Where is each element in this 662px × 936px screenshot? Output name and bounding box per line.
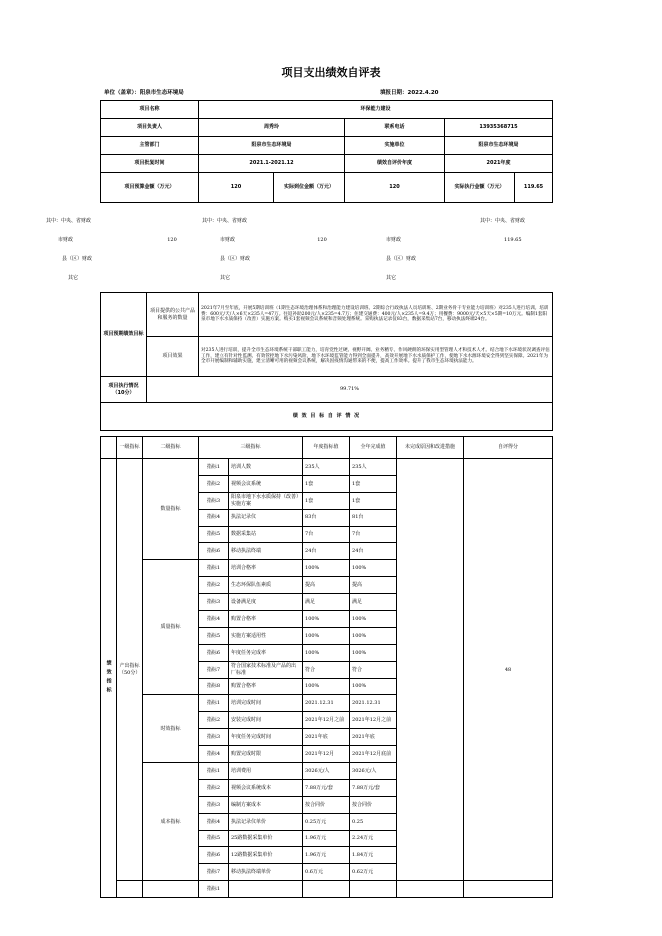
level2-label: 数量指标: [143, 459, 199, 560]
indicator-actual: 0.25: [350, 813, 397, 830]
indicator-target: 1.96万元: [303, 847, 350, 864]
indicator-name: 年度任务完成率: [229, 644, 303, 661]
level2-label: 质量指标: [143, 560, 199, 695]
budget-label: 项目预算金额（万元）: [101, 173, 199, 203]
indicator-target: 按合同价: [303, 796, 350, 813]
indicator-name: 执法记录仪: [229, 509, 303, 526]
indicator-index: 指标7: [199, 864, 229, 881]
indicator-actual: 100%: [350, 611, 397, 628]
indicator-target: 100%: [303, 678, 350, 695]
indicator-target: 100%: [303, 627, 350, 644]
indicator-name: 数据采集站: [229, 526, 303, 543]
year-label: 绩效自评价年度: [345, 155, 445, 173]
indicator-target: 2021年底: [303, 729, 350, 746]
indicator-actual: 235人: [350, 459, 397, 476]
indicator-target: 100%: [303, 560, 350, 577]
indicator-index: 指标3: [199, 796, 229, 813]
indicator-target: 2021年12月: [303, 746, 350, 763]
indicator-name: 移动执法终端: [229, 543, 303, 560]
budget-value: 120: [199, 173, 274, 203]
indicator-name: 培训完成时间: [229, 695, 303, 712]
perf-table: [100, 436, 553, 898]
indicator-index: 指标5: [199, 830, 229, 847]
indicator-name: 12路数据采集单价: [229, 847, 303, 864]
indicator-index: 指标2: [199, 475, 229, 492]
fund-subrows: [44, 212, 564, 288]
indicator-name: 购置合格率: [229, 678, 303, 695]
indicator-name: 生态环保队伍素质: [229, 577, 303, 594]
indicator-actual: 1套: [350, 475, 397, 492]
indicator-name: 执法记录仪单价: [229, 813, 303, 830]
project-name: 环保能力建设: [199, 101, 553, 119]
indicator-actual: 2021年12月之前: [350, 712, 397, 729]
indicator-actual: 满足: [350, 594, 397, 611]
indicator-target: 7台: [303, 526, 350, 543]
indicator-name: 视频会议系统: [229, 475, 303, 492]
indicator-actual: 2021年12月底前: [350, 746, 397, 763]
indicator-name: 设备满足度: [229, 594, 303, 611]
indicator-actual: 100%: [350, 560, 397, 577]
blank-cell: [350, 881, 397, 898]
effect-label: 项目效果: [147, 337, 199, 377]
indicator-target: 0.6万元: [303, 864, 350, 881]
other-label-1: 其它: [68, 275, 79, 282]
city-arrived: 120: [317, 237, 327, 244]
of-which-3: 其中：中央、省财政: [480, 218, 526, 225]
indicator-target: 83台: [303, 509, 350, 526]
impl: 阳泉市生态环境局: [445, 137, 553, 155]
of-which-2: 其中：中央、省财政: [202, 218, 248, 225]
indicator-actual: 0.62万元: [350, 864, 397, 881]
service-text: 2021年7月至年底，开展5期培训班（1期生态环境治理体系和治理能力建设培训班、2期综合行政执法人员培训班、2期业务骨干专业能力培训班）对235人进行培训。培训费：600元/天/人×6天×235人=47万。往返补助200元/人×235=4.7万；住建交通费：400元/人×235人=9.4万；用餐费：9000元/天×5天×5期=10万元。编制1套阳泉市地下水水质保持（改善）实施方案。购买1套视频会议系统和音频处理系统。采购执法记录仪83台，数据采集站7台，移动执法终端24台。: [199, 293, 553, 337]
indicator-index: 指标1: [199, 763, 229, 780]
exec-value: 99.71%: [147, 377, 553, 403]
col-l1: 一级指标: [117, 437, 143, 459]
indicator-actual: 2021年底: [350, 729, 397, 746]
indicator-name: 符合国家技术标准及产品的出厂标准: [229, 661, 303, 678]
indicator-target: 满足: [303, 594, 350, 611]
indicator-name: 培训合格率: [229, 560, 303, 577]
phone: 13935368715: [445, 119, 553, 137]
indicator-target: 1套: [303, 492, 350, 509]
indicator-target: 1套: [303, 475, 350, 492]
indicator-target: 24台: [303, 543, 350, 560]
indicator-target: 3026元/人: [303, 763, 350, 780]
indicator-actual: 3026元/人: [350, 763, 397, 780]
reason-cell: [397, 459, 464, 881]
level2-label: 成本指标: [143, 763, 199, 881]
other-label-3: 其它: [386, 275, 397, 282]
county-label-3: 县（区）财政: [386, 256, 417, 263]
indicator-name: 实施方案适用性: [229, 627, 303, 644]
table-row: [101, 459, 553, 476]
indicator-index: 指标1: [199, 695, 229, 712]
indicator-actual: 按合同价: [350, 796, 397, 813]
indicator-actual: 符合: [350, 661, 397, 678]
indicator-actual: 100%: [350, 678, 397, 695]
indicator-actual: 提高: [350, 577, 397, 594]
city-label-2: 市财政: [220, 237, 236, 244]
indicator-actual: 1.84万元: [350, 847, 397, 864]
unit-label: 单位（盖章）：阳泉市生态环境局: [104, 90, 184, 96]
period-label: 项目批复时间: [101, 155, 199, 173]
goal-table: [100, 292, 553, 431]
project-name-label: 项目名称: [101, 101, 199, 119]
level1-label: 产出指标（50分）: [117, 459, 143, 881]
col-l3: 三级指标: [199, 437, 303, 459]
indicator-actual: 7台: [350, 526, 397, 543]
indicator-target: 100%: [303, 644, 350, 661]
indicator-index: 指标1: [199, 459, 229, 476]
indicator-target: 1.96万元: [303, 830, 350, 847]
indicator-index: 指标1: [199, 881, 229, 898]
indicator-name: 年度任务完成时间: [229, 729, 303, 746]
indicator-index: 指标4: [199, 509, 229, 526]
indicator-name: 移动执法终端单价: [229, 864, 303, 881]
col-actual: 全年完成值: [350, 437, 397, 459]
indicator-name: 编制方案成本: [229, 796, 303, 813]
phone-label: 联系电话: [345, 119, 445, 137]
indicator-index: 指标7: [199, 661, 229, 678]
page-title: 项目支出绩效自评表: [281, 66, 381, 79]
indicator-name: 购置完成时限: [229, 746, 303, 763]
indicator-name: 购置合格率: [229, 611, 303, 628]
blank-cell: [229, 881, 303, 898]
indicator-name: 视频会议系统成本: [229, 779, 303, 796]
indicator-name: 培训人数: [229, 459, 303, 476]
arrived-value: 120: [345, 173, 445, 203]
year: 2021年度: [445, 155, 553, 173]
indicator-target: 100%: [303, 611, 350, 628]
indicator-index: 指标2: [199, 779, 229, 796]
city-label-3: 市财政: [386, 237, 402, 244]
level2-blank: [143, 881, 199, 898]
indicator-index: 指标5: [199, 526, 229, 543]
indicator-index: 指标4: [199, 611, 229, 628]
city-executed: 119.65: [504, 237, 522, 244]
indicator-index: 指标3: [199, 594, 229, 611]
indicator-actual: 81台: [350, 509, 397, 526]
indicator-index: 指标4: [199, 813, 229, 830]
indicator-target: 提高: [303, 577, 350, 594]
indicator-target: 0.25万元: [303, 813, 350, 830]
indicator-target: 2021年12月之前: [303, 712, 350, 729]
blank-cell: [397, 881, 464, 898]
indicator-index: 指标2: [199, 712, 229, 729]
indicator-target: 符合: [303, 661, 350, 678]
indicator-target: 2021.12.31: [303, 695, 350, 712]
indicator-target: 235人: [303, 459, 350, 476]
county-label-2: 县（区）财政: [220, 256, 251, 263]
service-label: 项目提供的公共产品和服务的数量: [147, 293, 199, 337]
other-label-2: 其它: [220, 275, 231, 282]
indicator-index: 指标5: [199, 627, 229, 644]
info-table: [100, 100, 553, 203]
city-budget: 120: [167, 237, 177, 244]
executed-value: 119.65: [515, 173, 553, 203]
exec-label: 项目执行情况（10分）: [101, 377, 147, 403]
indicator-name: 25路数据采集单价: [229, 830, 303, 847]
county-label-1: 县（区）财政: [62, 256, 93, 263]
leader: 周秀玲: [199, 119, 345, 137]
indicator-target: 7.88万元/套: [303, 779, 350, 796]
indicator-index: 指标4: [199, 746, 229, 763]
indicator-index: 指标6: [199, 543, 229, 560]
leader-label: 项目负责人: [101, 119, 199, 137]
indicator-actual: 100%: [350, 627, 397, 644]
indicator-index: 指标1: [199, 560, 229, 577]
col-reason: 未完成原因和改进措施: [397, 437, 464, 459]
indicator-name: 阳泉市地下水水质保持（改善）实施方案: [229, 492, 303, 509]
indicator-name: 培训费用: [229, 763, 303, 780]
indicator-actual: 100%: [350, 644, 397, 661]
indicator-index: 指标2: [199, 577, 229, 594]
blank-cell: [303, 881, 350, 898]
indicator-index: 指标6: [199, 644, 229, 661]
executed-label: 实际执行金额（万元）: [445, 173, 515, 203]
arrived-label: 实际到位金额（万元）: [274, 173, 345, 203]
col-target: 年度指标值: [303, 437, 350, 459]
col-l2: 二级指标: [143, 437, 199, 459]
fill-date: 填报日期：2022.4.20: [380, 90, 439, 96]
indicator-index: 指标3: [199, 729, 229, 746]
dept-label: 主管部门: [101, 137, 199, 155]
table-row: [101, 881, 553, 898]
indicator-name: 安装完成时间: [229, 712, 303, 729]
city-label-1: 市财政: [58, 237, 74, 244]
score-value: 48: [464, 459, 553, 881]
perf-heading: 绩 效 目 标 自 评 情 况: [101, 403, 553, 431]
indicator-index: 指标6: [199, 847, 229, 864]
level1-blank: [117, 881, 143, 898]
indicator-actual: 24台: [350, 543, 397, 560]
level2-label: 时效指标: [143, 695, 199, 763]
col-score: 自评得分: [464, 437, 553, 459]
period: 2021.1-2021.12: [199, 155, 345, 173]
indicator-index: 指标3: [199, 492, 229, 509]
impl-label: 实施单位: [345, 137, 445, 155]
indicator-actual: 2.24万元: [350, 830, 397, 847]
goal-label: 项目预期绩效目标: [101, 293, 147, 377]
level0-label: 绩效指标: [101, 459, 117, 898]
effect-text: 对235人进行培训，提升全市生态环境系统干部职工能力，培育党性过硬、视野开阔、业务精专、作风硬朗的环保实用型管理人才和技术人才。结合地下水环境状况调查评估工作，建立有针对性监测、有效管控地下水污染风险，地下水环境监管能力得到全面提升，高效开展地下水水质保护工作，使地下水水源环境安全得到坚实保障。2021年为全市开展编制和辅助实施，建立清晰可用的视频会议系统，解决因疫情沟通带来的不便，提高工作效率。提升了我市生态环境执法能力。: [199, 337, 553, 377]
of-which-1: 其中：中央、省财政: [46, 218, 92, 225]
indicator-index: 指标8: [199, 678, 229, 695]
indicator-actual: 2021.12.31: [350, 695, 397, 712]
dept: 阳泉市生态环境局: [199, 137, 345, 155]
indicator-actual: 1套: [350, 492, 397, 509]
blank-cell: [464, 881, 553, 898]
indicator-actual: 7.88万元/套: [350, 779, 397, 796]
